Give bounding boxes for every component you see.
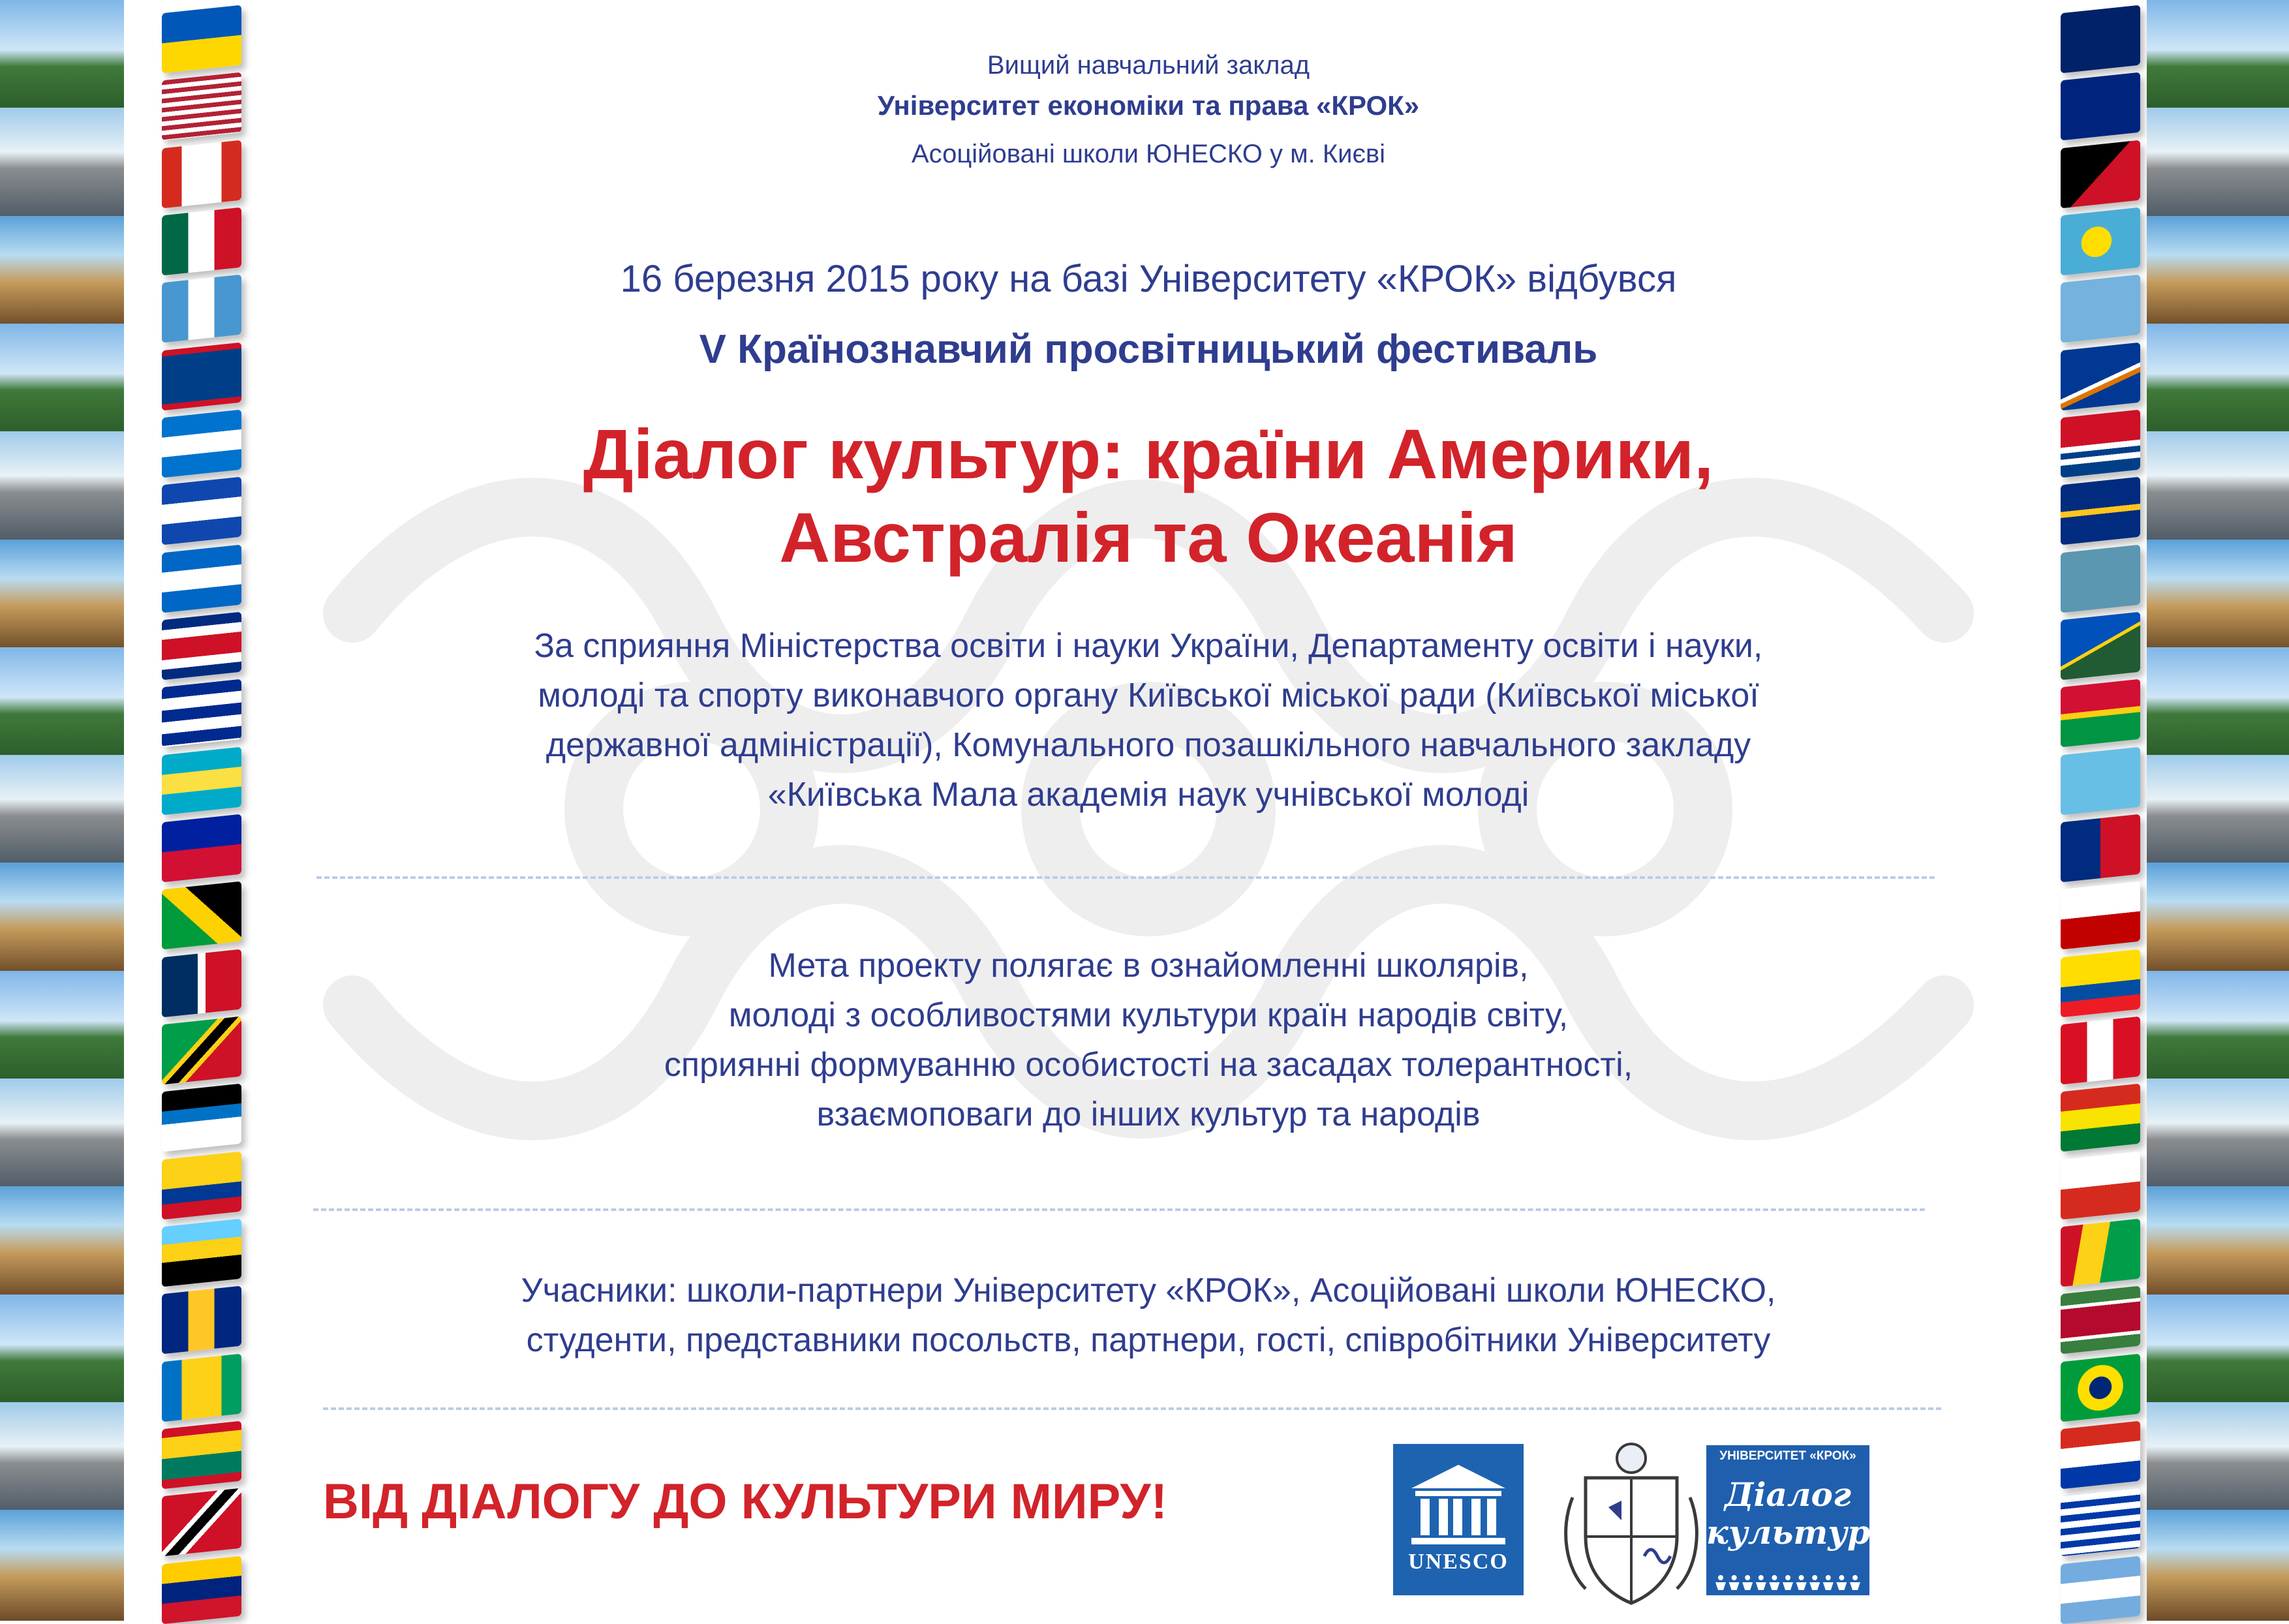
landscape-photo xyxy=(2147,1510,2289,1621)
landscape-photo xyxy=(0,1402,124,1513)
right-photo-strip xyxy=(2147,0,2289,1618)
krok-crest-logo xyxy=(1559,1439,1703,1608)
landscape-photo xyxy=(0,1510,124,1621)
logo-dialog-line2: культур xyxy=(1706,1513,1871,1552)
landscape-photo xyxy=(2147,108,2289,219)
landscape-photo xyxy=(2147,1295,2289,1405)
brazil-flag xyxy=(2061,1354,2140,1422)
trinidad-flag xyxy=(162,1488,241,1557)
landscape-photo xyxy=(0,1079,124,1189)
support-paragraph xyxy=(274,621,2023,820)
dominican-republic-flag xyxy=(162,949,241,1018)
person-icon xyxy=(1796,1575,1807,1590)
guatemala-flag xyxy=(162,275,241,343)
landscape-photo xyxy=(2147,1186,2289,1297)
canada-flag xyxy=(162,140,241,209)
festival-title-line1: Діалог культур: країни Америки, xyxy=(583,414,1714,493)
samoa-flag xyxy=(2061,814,2140,883)
person-icon xyxy=(1729,1575,1740,1590)
peru-flag xyxy=(2061,1017,2140,1085)
belize-flag xyxy=(162,343,241,411)
mexico-flag xyxy=(162,207,241,276)
person-icon xyxy=(1850,1575,1860,1590)
goal-line: взаємоповаги до інших культур та народів xyxy=(816,1095,1481,1133)
tonga-flag xyxy=(2061,881,2140,950)
landscape-photo xyxy=(2147,971,2289,1082)
landscape-photo xyxy=(2147,647,2289,758)
ecuador-flag xyxy=(2061,949,2140,1018)
participants-line: студенти, представники посольств, партнери, гості, співробітники Університету xyxy=(526,1321,1771,1359)
logo-university-label: УНІВЕРСИТЕТ «КРОК» xyxy=(1719,1449,1856,1463)
nauru-flag xyxy=(2061,477,2140,545)
bahamas-flag xyxy=(162,747,241,816)
left-photo-strip xyxy=(0,0,124,1618)
argentina-flag xyxy=(2061,1556,2140,1624)
nicaragua-flag xyxy=(162,545,241,613)
grenada-flag xyxy=(162,1421,241,1490)
ukraine-flag xyxy=(162,5,241,74)
venezuela-flag xyxy=(162,1556,241,1624)
barbados-flag xyxy=(162,1286,241,1355)
slogan: ВІД ДІАЛОГУ ДО КУЛЬТУРИ МИРУ! xyxy=(323,1474,1167,1529)
landscape-photo xyxy=(2147,540,2289,651)
unesco-schools: Асоційовані школи ЮНЕСКО у м. Києві xyxy=(911,140,1386,168)
support-line: За сприяння Міністерства освіти і науки України, Департаменту освіти і науки, xyxy=(534,627,1763,665)
solomon-islands-flag xyxy=(2061,612,2140,681)
goal-paragraph xyxy=(274,941,2023,1139)
dashed-divider xyxy=(316,876,1935,879)
vanuatu-flag xyxy=(2061,679,2140,748)
fiji-flag xyxy=(2061,747,2140,816)
person-icon xyxy=(1783,1575,1793,1590)
left-strip-fade xyxy=(124,0,150,1618)
dialog-kultur-logo xyxy=(1706,1445,1869,1595)
suriname-flag xyxy=(2061,1286,2140,1355)
saint-kitts-flag xyxy=(162,1017,241,1085)
logo-dialog-line1: Діалог xyxy=(1725,1475,1851,1514)
person-icon xyxy=(1769,1575,1779,1590)
micronesia-flag xyxy=(2061,275,2140,343)
support-line: молоді та спорту виконавчого органу Київської міської ради (Київської міської xyxy=(538,677,1759,714)
goal-line: Мета проекту полягає в ознайомленні школярів, xyxy=(768,947,1529,985)
el-salvador-flag xyxy=(162,477,241,545)
unesco-logo xyxy=(1393,1444,1524,1595)
unesco-wordmark: UNESCO xyxy=(1408,1550,1509,1574)
event-date-line: 16 березня 2015 року на базі Університету «КРОК» відбувся xyxy=(620,258,1677,300)
temple-icon xyxy=(1406,1462,1511,1547)
goal-line: сприянні формуванню особистості на засадах толерантності, xyxy=(664,1046,1633,1084)
institution-type: Вищий навчальний заклад xyxy=(987,51,1310,80)
kiribati-flag xyxy=(2061,410,2140,478)
paraguay-flag xyxy=(2061,1421,2140,1490)
participants-paragraph xyxy=(274,1266,2023,1365)
participants-line: Учасники: школи-партнери Університету «КРОК», Асоційовані школи ЮНЕСКО, xyxy=(521,1272,1776,1310)
landscape-photo xyxy=(2147,755,2289,866)
festival-name: V Країнознавчий просвітницький фестиваль xyxy=(699,327,1598,372)
landscape-photo xyxy=(2147,0,2289,111)
landscape-photo xyxy=(2147,216,2289,327)
people-row-icon xyxy=(1714,1574,1862,1590)
haiti-flag xyxy=(162,814,241,883)
person-icon xyxy=(1715,1575,1726,1590)
uruguay-flag xyxy=(2061,1488,2140,1557)
landscape-photo xyxy=(0,431,124,542)
landscape-photo xyxy=(2147,324,2289,435)
landscape-photo xyxy=(2147,863,2289,973)
support-line: «Київська Мала академія наук учнівської молоді xyxy=(767,776,1529,814)
landscape-photo xyxy=(0,540,124,651)
dashed-divider xyxy=(313,1208,1925,1211)
marshall-islands-flag xyxy=(2061,343,2140,411)
support-line: державної адміністрації), Комунального позашкільного навчального закладу xyxy=(545,726,1751,764)
university-name: Університет економіки та права «КРОК» xyxy=(877,90,1420,121)
landscape-photo xyxy=(2147,1402,2289,1513)
person-icon xyxy=(1742,1575,1753,1590)
honduras-flag xyxy=(162,410,241,478)
goal-line: молоді з особливостями культури країн народів світу, xyxy=(728,996,1569,1034)
saint-vincent-flag xyxy=(162,1354,241,1422)
festival-title-line2: Австралія та Океанія xyxy=(779,498,1518,577)
jamaica-flag xyxy=(162,881,241,950)
landscape-photo xyxy=(2147,431,2289,542)
person-icon xyxy=(1756,1575,1766,1590)
left-flag-column xyxy=(150,0,248,1618)
landscape-photo xyxy=(0,216,124,327)
guyana-flag xyxy=(2061,1219,2140,1287)
papua-new-guinea-flag xyxy=(2061,140,2140,209)
person-icon xyxy=(1809,1575,1820,1590)
landscape-photo xyxy=(0,1295,124,1405)
landscape-photo xyxy=(0,108,124,219)
palau-flag xyxy=(2061,207,2140,276)
landscape-photo xyxy=(0,0,124,111)
australia-flag xyxy=(2061,5,2140,74)
landscape-photo xyxy=(0,324,124,435)
saint-lucia-flag xyxy=(162,1219,241,1287)
costa-rica-flag xyxy=(162,612,241,681)
antigua-flag xyxy=(162,1084,241,1152)
right-flag-column xyxy=(2049,0,2147,1618)
bolivia-flag xyxy=(2061,1084,2140,1152)
colombia-flag xyxy=(162,1152,241,1220)
chile-flag xyxy=(2061,1152,2140,1220)
cuba-flag xyxy=(162,679,241,748)
landscape-photo xyxy=(0,647,124,758)
person-icon xyxy=(1823,1575,1834,1590)
landscape-photo xyxy=(0,1186,124,1297)
usa-flag xyxy=(162,72,241,141)
tuvalu-flag xyxy=(2061,545,2140,613)
landscape-photo xyxy=(2147,1079,2289,1189)
landscape-photo xyxy=(0,755,124,866)
person-icon xyxy=(1836,1575,1847,1590)
dashed-divider xyxy=(323,1407,1941,1410)
landscape-photo xyxy=(0,863,124,973)
landscape-photo xyxy=(0,971,124,1082)
new-zealand-flag xyxy=(2061,72,2140,141)
